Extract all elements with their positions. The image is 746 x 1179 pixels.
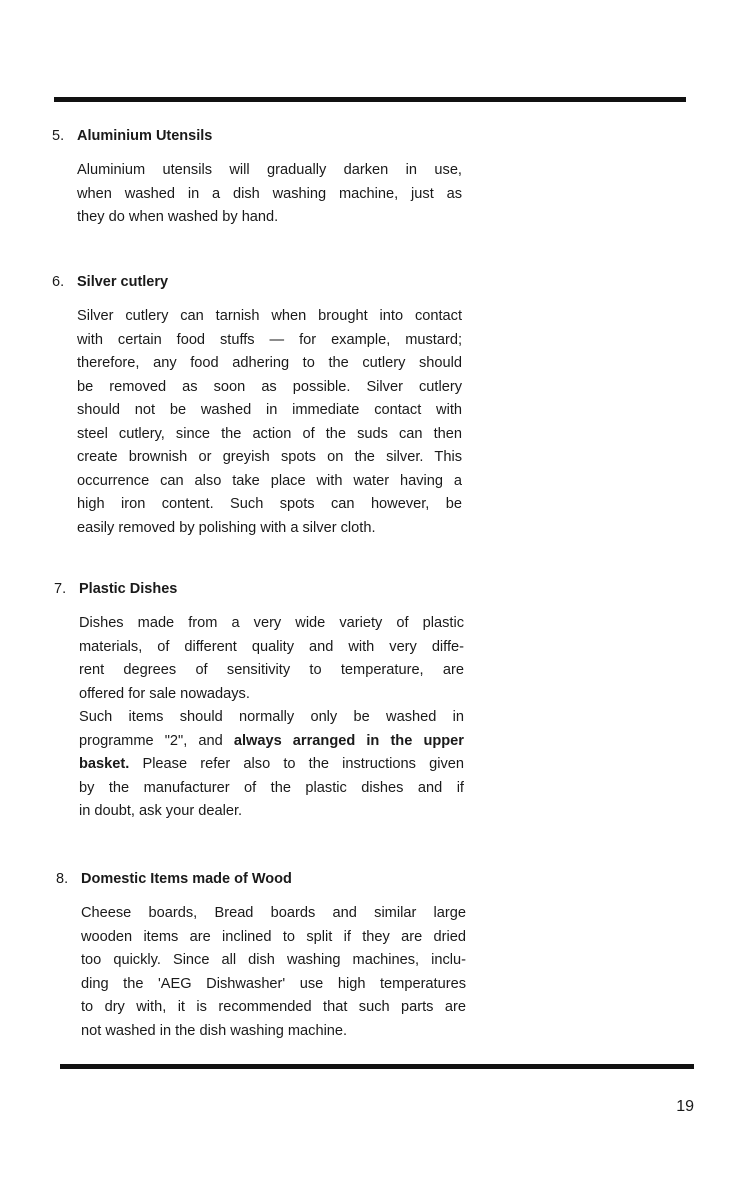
text-line: Dishes made from a very wide variety of plastic [79,615,464,631]
text-line: create brownish or greyish spots on the silver. This [77,449,462,465]
text-line: by the manufacturer of the plastic dishes and if [79,779,464,796]
section-title: Aluminium Utensils [77,128,213,144]
text-line: with certain food stuffs — for example, mustard; [77,331,462,348]
top-rule [54,97,686,102]
text-line: be removed as soon as possible. Silver cutlery [77,378,462,395]
text-line [79,753,464,777]
section-aluminium-utensils [52,127,462,230]
section-heading [56,870,466,888]
text-line: to dry with, it is recommended that such parts are [81,999,466,1015]
text-line: ding the 'AEG Dishwasher' use high temperatures [81,975,466,992]
emphasis-text: basket. [79,756,130,772]
text-line: wooden items are inclined to split if they are dried [81,928,466,945]
text-line: too quickly. Since all dish washing machines, inclu- [81,952,466,968]
text-line: offered for sale nowadays. [79,685,250,702]
section-heading [52,127,462,145]
section-title: Silver cutlery [77,274,169,290]
section-body [79,612,464,824]
text-line: in doubt, ask your dealer. [79,803,243,819]
text-line: Such items should normally only be washed in [79,709,464,725]
text-line: occurrence can also take place with water having a [77,472,462,489]
text-line: when washed in a dish washing machine, just as [77,185,462,202]
text-line: Cheese boards, Bread boards and similar large [81,905,466,921]
emphasis-text: always arranged in the upper [233,732,464,749]
text-line: Aluminium utensils will gradually darken in use, [77,162,462,178]
section-body [77,159,462,230]
text-line: materials, of different quality and with very diffe- [79,638,464,655]
text-line: they do when washed by hand. [77,209,279,225]
text-run: programme "2", and [79,732,234,749]
text-line: rent degrees of sensitivity to temperature, are [79,662,464,678]
section-number: 5. [52,128,65,144]
text-line: easily removed by polishing with a silver cloth. [77,519,376,536]
text-line: steel cutlery, since the action of the suds can then [77,425,462,442]
section-number: 7. [54,581,67,597]
text-line: Silver cutlery can tarnish when brought into contact [77,308,462,324]
bottom-rule [60,1064,694,1069]
section-plastic-dishes [54,580,464,824]
section-number: 6. [52,274,65,290]
section-heading [54,580,464,598]
section-heading [52,273,462,291]
section-number: 8. [56,871,69,887]
section-silver-cutlery [52,273,462,540]
page-number: 19 [676,1098,694,1115]
text-line: therefore, any food adhering to the cutlery should [77,355,462,371]
text-line: high iron content. Such spots can however, be [77,496,462,512]
text-line [79,730,464,754]
section-body [77,305,462,540]
text-line: should not be washed in immediate contact with [77,402,462,418]
text-line: not washed in the dish washing machine. [81,1022,348,1039]
section-wood-items [56,870,466,1043]
section-title: Plastic Dishes [79,581,178,597]
section-title: Domestic Items made of Wood [81,871,292,887]
section-body [81,902,466,1043]
text-run: Please refer also to the instructions given [129,756,464,772]
